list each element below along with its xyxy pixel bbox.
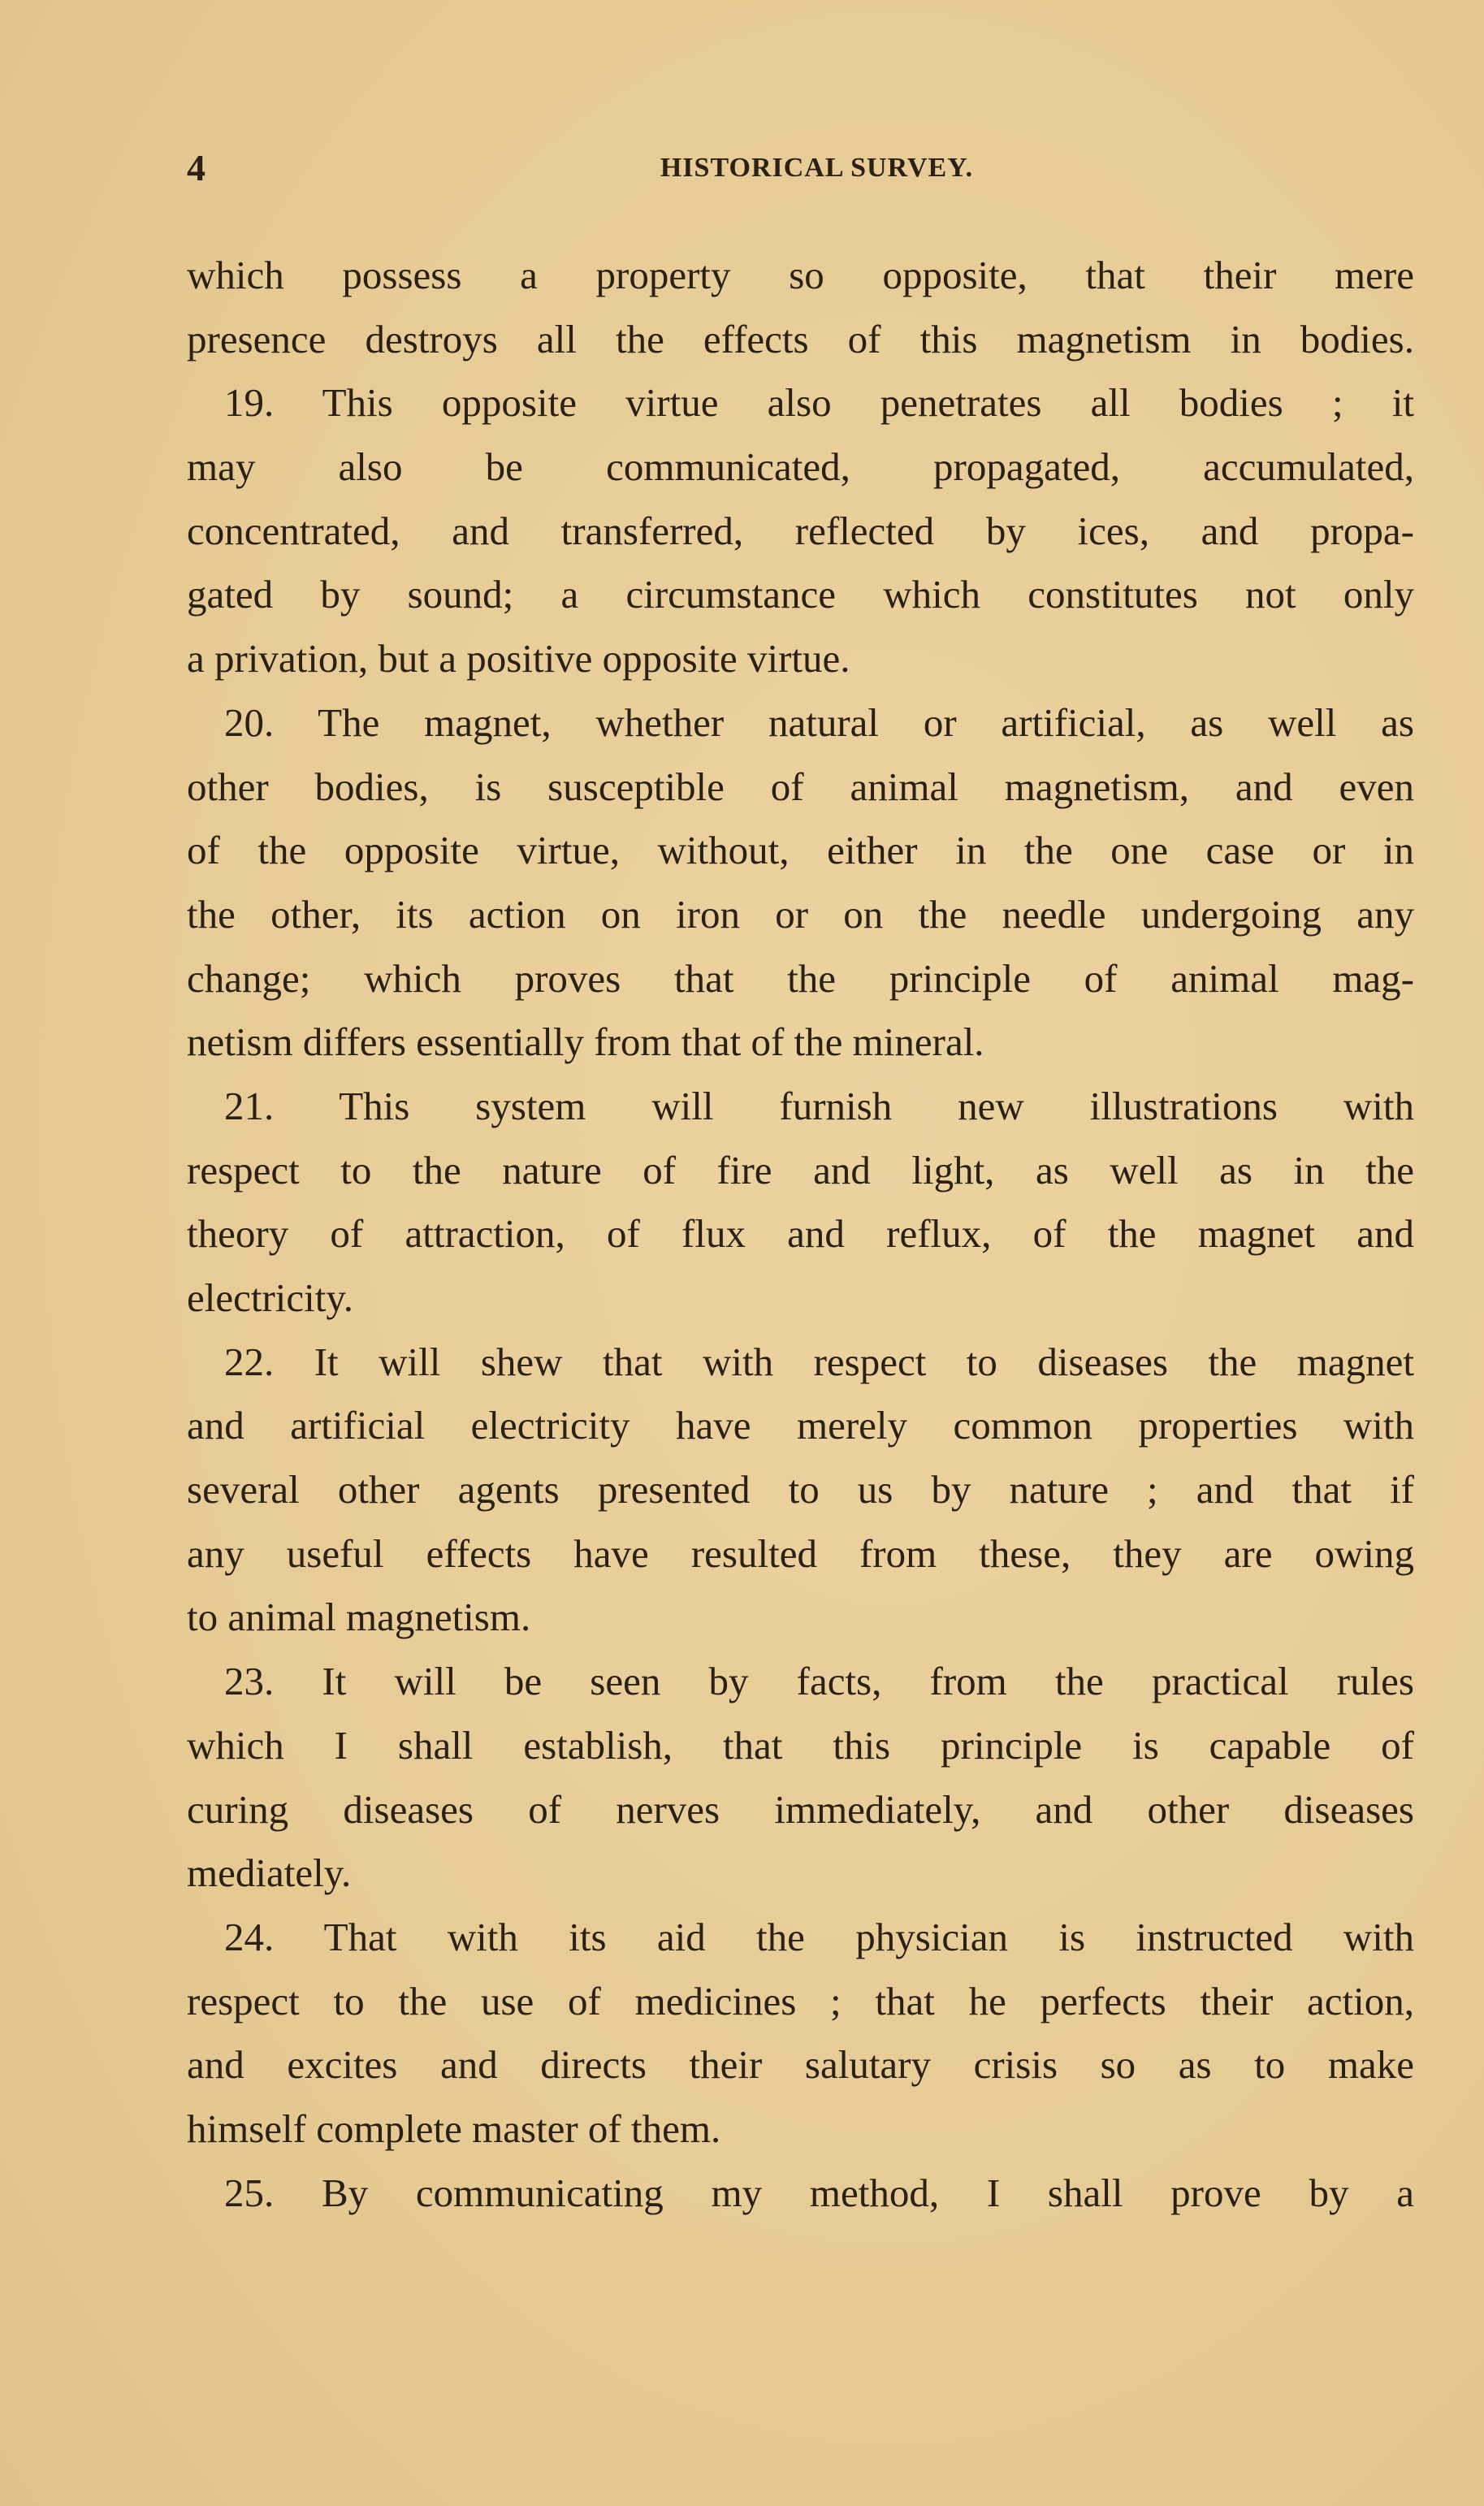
running-head xyxy=(187,146,1414,195)
paragraph xyxy=(187,1331,1414,1650)
text-line: 20. The magnet, whether natural or artificial, as well as xyxy=(224,699,1414,745)
text-line: curing diseases of nerves immediately, and other diseases xyxy=(187,1786,1414,1832)
paragraph xyxy=(187,1650,1414,1906)
text-line: of the opposite virtue, without, either in the one case or in xyxy=(187,828,1414,873)
paragraph xyxy=(187,2162,1414,2226)
text-line: netism differs essentially from that of the mineral. xyxy=(187,1019,984,1065)
text-line: and artificial electricity have merely common properties with xyxy=(187,1403,1414,1448)
paragraph xyxy=(187,371,1414,690)
text-line: concentrated, and transferred, reflected by ices, and propa- xyxy=(187,508,1414,553)
text-line: the other, its action on iron or on the needle undergoing any xyxy=(187,891,1414,937)
text-line: any useful effects have resulted from these, they are owing xyxy=(187,1530,1414,1576)
text-line: a privation, but a positive opposite virtue. xyxy=(187,636,850,682)
text-line: several other agents presented to us by nature ; and that if xyxy=(187,1467,1414,1513)
text-line: 21. This system will furnish new illustrations with xyxy=(224,1083,1414,1128)
text-line: respect to the nature of fire and light, as well as in the xyxy=(187,1147,1414,1192)
text-line: which I shall establish, that this principle is capable of xyxy=(187,1722,1414,1768)
text-line: 25. By communicating my method, I shall prove by a xyxy=(224,2170,1414,2215)
text-line: electricity. xyxy=(187,1275,353,1320)
text-line: 23. It will be seen by facts, from the practical rules xyxy=(224,1659,1414,1704)
paragraph xyxy=(187,691,1414,1075)
text-line: respect to the use of medicines ; that he perfects their action, xyxy=(187,1978,1414,2023)
paragraph xyxy=(187,1075,1414,1331)
text-line: may also be communicated, propagated, accumulated, xyxy=(187,444,1414,490)
running-title: HISTORICAL SURVEY. xyxy=(660,153,974,183)
text-line: himself complete master of them. xyxy=(187,2106,721,2151)
text-line: mediately. xyxy=(187,1850,352,1896)
text-line: 19. This opposite virtue also penetrates all bodies ; it xyxy=(224,380,1414,426)
text-line: other bodies, is susceptible of animal magnetism, and even xyxy=(187,764,1414,809)
text-line: 24. That with its aid the physician is instructed with xyxy=(224,1914,1414,1959)
text-line: theory of attraction, of flux and reflux, of the magnet and xyxy=(187,1211,1414,1257)
text-line: change; which proves that the principle of animal mag- xyxy=(187,955,1414,1001)
text-line: and excites and directs their salutary crisis so as to make xyxy=(187,2042,1414,2088)
text-line: presence destroys all the effects of this magnetism in bodies. xyxy=(187,316,1414,361)
text-line: to animal magnetism. xyxy=(187,1595,531,1640)
text-line: gated by sound; a circumstance which constitutes not only xyxy=(187,572,1414,617)
text-line: which possess a property so opposite, that their mere xyxy=(187,253,1414,297)
text-line: 22. It will shew that with respect to diseases the magnet xyxy=(224,1339,1414,1384)
paragraph xyxy=(187,244,1414,371)
body-text xyxy=(187,244,1414,2225)
paragraph xyxy=(187,1906,1414,2162)
page-number: 4 xyxy=(187,147,206,188)
